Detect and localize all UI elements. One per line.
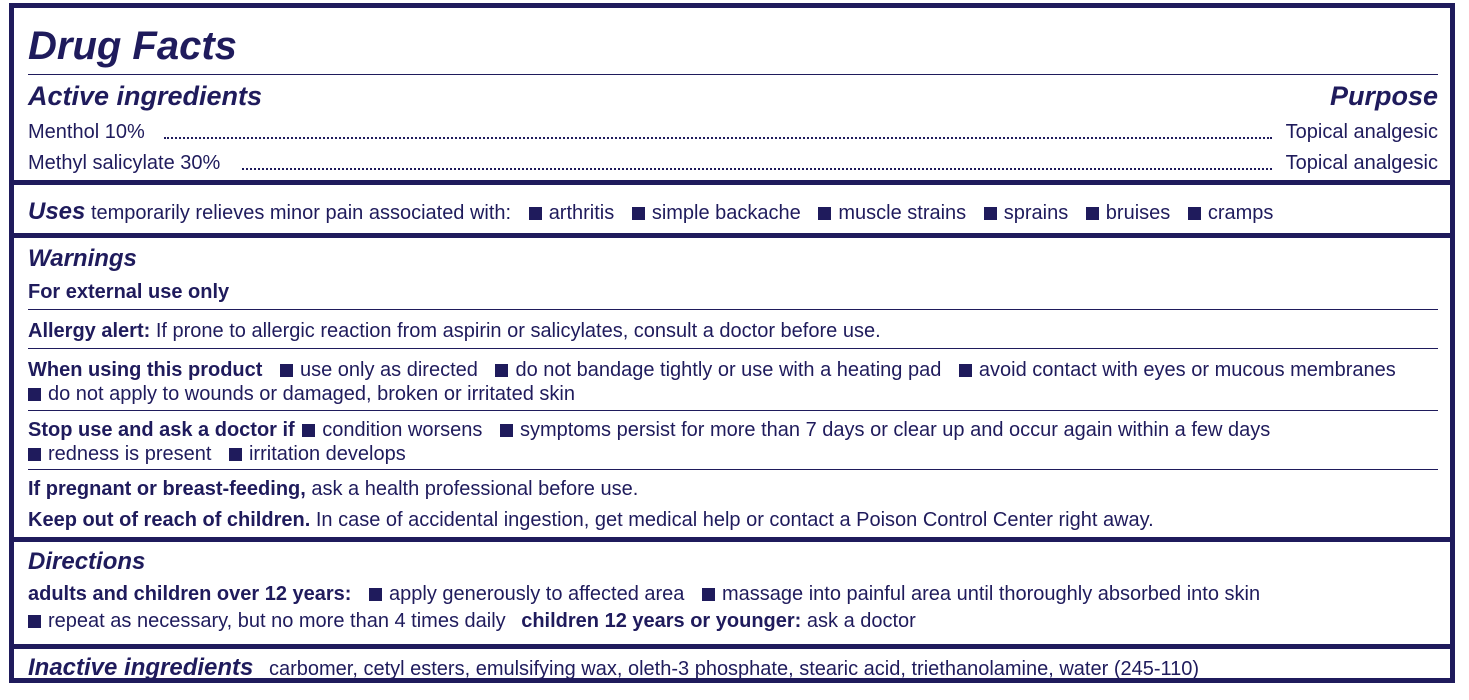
directions-item: apply generously to affected area: [389, 583, 685, 605]
keep-out-text: In case of accidental ingestion, get medical help or contact a Poison Control Center right away.: [315, 509, 1154, 531]
bullet-square: [702, 588, 715, 601]
bullet-square: [984, 207, 997, 220]
bullet-square: [28, 448, 41, 461]
keep-out-line: [28, 508, 1154, 532]
ingredient-purpose: Topical analgesic: [1285, 121, 1438, 143]
drug-facts-panel: [9, 3, 1455, 683]
directions-item: repeat as necessary, but no more than 4 times daily: [48, 610, 506, 632]
ingredient-name: Methyl salicylate 30%: [28, 152, 221, 174]
pregnant-text: ask a health professional before use.: [311, 478, 639, 500]
bullet-square: [529, 207, 542, 220]
ingredient-purpose: Topical analgesic: [1285, 152, 1438, 174]
inactive-heading: Inactive ingredients: [28, 654, 254, 681]
use-item: sprains: [1003, 202, 1069, 224]
warnings-rule: [28, 410, 1438, 411]
section-divider: [14, 537, 1450, 542]
purpose-heading: Purpose: [1329, 81, 1438, 111]
bullet-square: [229, 448, 242, 461]
bullet-square: [28, 615, 41, 628]
allergy-alert-text: If prone to allergic reaction from aspirin or salicylates, consult a doctor before use.: [155, 320, 881, 342]
bullet-square: [1086, 207, 1099, 220]
keep-out-label: Keep out of reach of children.: [28, 509, 311, 531]
warnings-rule: [28, 469, 1438, 470]
use-item: arthritis: [548, 202, 615, 224]
leader-dots: [164, 135, 1272, 139]
section-divider: [14, 644, 1450, 649]
directions-line-1: [28, 582, 1260, 606]
active-ingredients-heading: Active ingredients: [28, 81, 263, 111]
stop-use-label: Stop use and ask a doctor if: [28, 419, 295, 441]
leader-dots: [242, 166, 1272, 170]
children-label: children 12 years or younger:: [521, 610, 802, 632]
title-rule: [28, 74, 1438, 75]
stop-use-item: symptoms persist for more than 7 days or clear up and occur again within a few days: [519, 419, 1271, 441]
when-using-line-1: [28, 358, 1396, 382]
when-using-item: use only as directed: [300, 359, 478, 381]
bullet-square: [369, 588, 382, 601]
adults-label: adults and children over 12 years:: [28, 583, 352, 605]
when-using-label: When using this product: [28, 359, 263, 381]
stop-use-item: condition worsens: [322, 419, 483, 441]
use-item: bruises: [1105, 202, 1171, 224]
directions-item: massage into painful area until thoroughly absorbed into skin: [721, 583, 1261, 605]
bullet-square: [495, 364, 508, 377]
stop-use-item: irritation develops: [248, 443, 406, 465]
stop-use-line-1: [28, 418, 1270, 442]
bullet-square: [302, 424, 315, 437]
bullet-square: [280, 364, 293, 377]
section-divider: [14, 233, 1450, 238]
bullet-square: [818, 207, 831, 220]
uses-heading: Uses: [28, 198, 86, 225]
directions-heading: Directions: [28, 548, 146, 575]
external-use-line: For external use only: [28, 281, 230, 303]
when-using-line-2: [26, 382, 575, 406]
bullet-square: [959, 364, 972, 377]
allergy-alert-line: [28, 319, 881, 343]
stop-use-item: redness is present: [48, 443, 212, 465]
bullet-square: [28, 388, 41, 401]
uses-intro: temporarily relieves minor pain associated with:: [90, 202, 512, 224]
stop-use-line-2: [26, 442, 406, 466]
ingredient-name: Menthol 10%: [28, 121, 145, 143]
inactive-line: [28, 656, 1199, 681]
allergy-alert-label: Allergy alert:: [28, 320, 151, 342]
uses-line: [28, 200, 1273, 225]
when-using-item: avoid contact with eyes or mucous membranes: [978, 359, 1396, 381]
pregnant-line: [28, 477, 638, 501]
warnings-rule: [28, 309, 1438, 310]
use-item: simple backache: [651, 202, 801, 224]
warnings-rule: [28, 348, 1438, 349]
warnings-heading: Warnings: [28, 245, 137, 272]
bullet-square: [1188, 207, 1201, 220]
use-item: cramps: [1207, 202, 1274, 224]
pregnant-label: If pregnant or breast-feeding,: [28, 478, 306, 500]
when-using-item: do not bandage tightly or use with a heating pad: [515, 359, 942, 381]
panel-title: Drug Facts: [28, 24, 237, 68]
bullet-square: [632, 207, 645, 220]
section-divider: [14, 180, 1450, 185]
children-text: ask a doctor: [806, 610, 916, 632]
inactive-text: carbomer, cetyl esters, emulsifying wax, oleth-3 phosphate, stearic acid, triethanolamine, water (245-110): [268, 658, 1200, 680]
bullet-square: [500, 424, 513, 437]
directions-line-2: [26, 609, 916, 633]
use-item: muscle strains: [838, 202, 967, 224]
when-using-item: do not apply to wounds or damaged, broken or irritated skin: [48, 383, 575, 405]
